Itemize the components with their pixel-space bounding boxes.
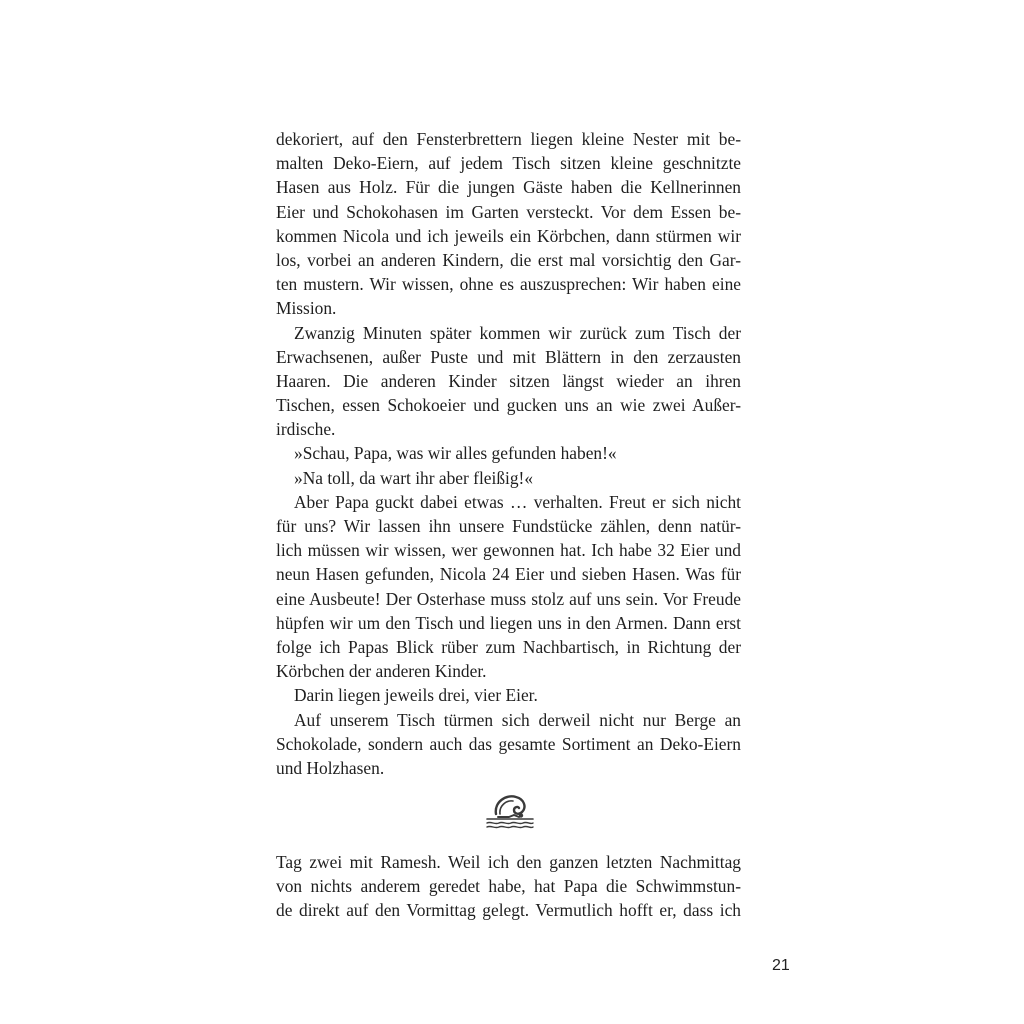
text-line: Aber Papa guckt dabei etwas … verhalten. Freut er sich nicht (294, 491, 741, 512)
text-line: Tischen, essen Schokoeier und gucken uns an wie zwei Außer- (276, 395, 741, 416)
text-line: Tag zwei mit Ramesh. Weil ich den ganzen letzten Nachmittag (276, 852, 741, 872)
text-line: kommen Nicola und ich jeweils ein Körbchen, dann stürmen wir (276, 225, 741, 246)
page-number: 21 (772, 957, 790, 974)
text-line: von nichts anderem geredet habe, hat Papa die Schwimmstun- (276, 876, 741, 897)
text-line: »Schau, Papa, was wir alles gefunden haben!« (294, 443, 617, 464)
text-line: für uns? Wir lassen ihn unsere Fundstücke zählen, denn natür- (276, 516, 741, 536)
text-line: dekoriert, auf den Fensterbrettern liegen kleine Nester mit be- (276, 129, 741, 149)
text-line: neun Hasen gefunden, Nicola 24 Eier und sieben Hasen. Was für (276, 564, 741, 585)
text-line: ten mustern. Wir wissen, ohne es auszusprechen: Wir haben eine (276, 274, 741, 295)
text-line: folge ich Papas Blick rüber zum Nachbartisch, in Richtung der (276, 636, 741, 657)
text-line: Auf unserem Tisch türmen sich derweil nicht nur Berge an (294, 709, 741, 730)
text-line: Eier und Schokohasen im Garten versteckt. Vor dem Essen be- (276, 201, 741, 222)
text-line: Körbchen der anderen Kinder. (276, 661, 487, 682)
text-line: hüpfen wir um den Tisch und liegen uns in den Armen. Dann erst (276, 612, 741, 633)
text-line: eine Ausbeute! Der Osterhase muss stolz auf uns sein. Vor Freude (276, 588, 741, 609)
text-line: los, vorbei an anderen Kindern, die erst mal vorsichtig den Gar- (276, 249, 741, 270)
swimmer-wave-ornament-icon (484, 788, 536, 832)
text-line: »Na toll, da wart ihr aber fleißig!« (294, 467, 534, 488)
text-line: Zwanzig Minuten später kommen wir zurück zum Tisch der (294, 322, 741, 343)
text-line: Erwachsenen, außer Puste und mit Blättern in den zerzausten (276, 346, 741, 367)
text-line: und Holzhasen. (276, 757, 385, 778)
text-line: irdische. (276, 419, 336, 440)
text-line: Darin liegen jeweils drei, vier Eier. (294, 685, 538, 706)
text-line: Hasen aus Holz. Für die jungen Gäste haben die Kellnerinnen (276, 177, 741, 198)
text-line: de direkt auf den Vormittag gelegt. Vermutlich hofft er, dass ich (276, 900, 741, 921)
section-text-block (276, 850, 741, 923)
text-line: Mission. (276, 298, 337, 319)
text-line: Haaren. Die anderen Kinder sitzen längst wieder an ihren (276, 370, 741, 391)
text-line: malten Deko-Eiern, auf jedem Tisch sitzen kleine geschnitzte (276, 153, 741, 174)
text-line: lich müssen wir wissen, wer gewonnen hat. Ich habe 32 Eier und (276, 540, 741, 561)
text-line: Schokolade, sondern auch das gesamte Sortiment an Deko-Eiern (276, 733, 741, 754)
body-text-block (276, 127, 741, 780)
